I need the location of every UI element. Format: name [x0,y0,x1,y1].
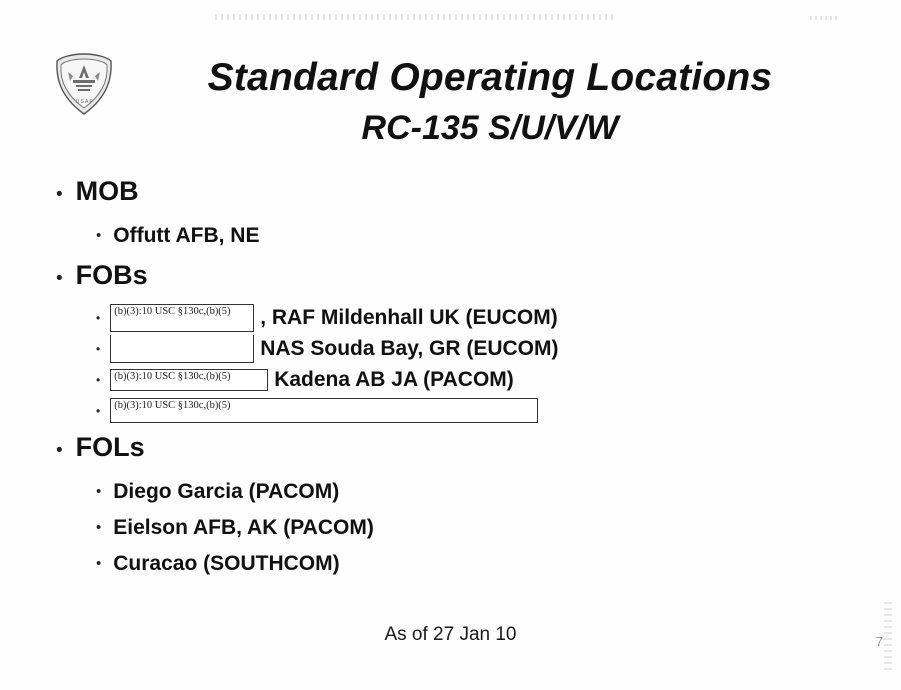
list-item [0,218,901,254]
list-item [0,364,901,395]
redaction-box [110,335,254,363]
bullet-icon: • [96,310,101,325]
section-heading-label: FOBs [75,260,148,290]
list-item-label: , RAF Mildenhall UK (EUCOM) [260,305,558,329]
slide-footer: As of 27 Jan 10 [384,624,517,645]
redaction-box: (b)(3):10 USC §130c,(b)(5) [110,304,254,332]
redaction-box: (b)(3):10 USC §130c,(b)(5) [110,398,538,423]
section-heading-mob [0,176,901,214]
bullet-icon: • [56,440,63,461]
title-line-1: Standard Operating Locations [207,56,773,99]
list-item [0,474,901,510]
section-heading-label: FOLs [75,432,145,462]
slide-body [0,176,901,582]
list-item-label: Kadena AB JA (PACOM) [274,367,514,391]
list-item-label: Eielson AFB, AK (PACOM) [113,516,374,539]
list-item [0,510,901,546]
bullet-icon: • [96,554,102,572]
usaf-shield-icon [48,48,120,120]
slide-title [140,56,840,148]
title-line-2: RC-135 S/U/V/W [361,108,619,147]
bullet-icon: • [96,482,102,500]
section-heading-fols [0,432,901,470]
bullet-icon: • [56,268,63,289]
list-item [0,302,901,333]
fobs-list [0,302,901,426]
scan-artifact-top [215,14,615,20]
list-item [0,395,901,426]
bullet-icon: • [96,403,101,418]
svg-text:U S A F: U S A F [75,99,93,105]
list-item-label: Offutt AFB, NE [113,224,260,247]
bullet-icon: • [96,226,102,244]
list-item [0,546,901,582]
bullet-icon: • [56,184,63,205]
section-heading-fobs [0,260,901,298]
bullet-icon: • [96,341,101,356]
list-item-label: NAS Souda Bay, GR (EUCOM) [260,336,559,360]
scan-artifact-top-right [810,16,838,20]
list-item-label: Diego Garcia (PACOM) [113,480,340,503]
redaction-box: (b)(3):10 USC §130c,(b)(5) [110,369,268,391]
page-number: 7 [875,634,883,649]
bullet-icon: • [96,518,102,536]
section-heading-label: MOB [75,176,139,206]
list-item [0,333,901,364]
list-item-label: Curacao (SOUTHCOM) [113,552,340,575]
bullet-icon: • [96,372,101,387]
